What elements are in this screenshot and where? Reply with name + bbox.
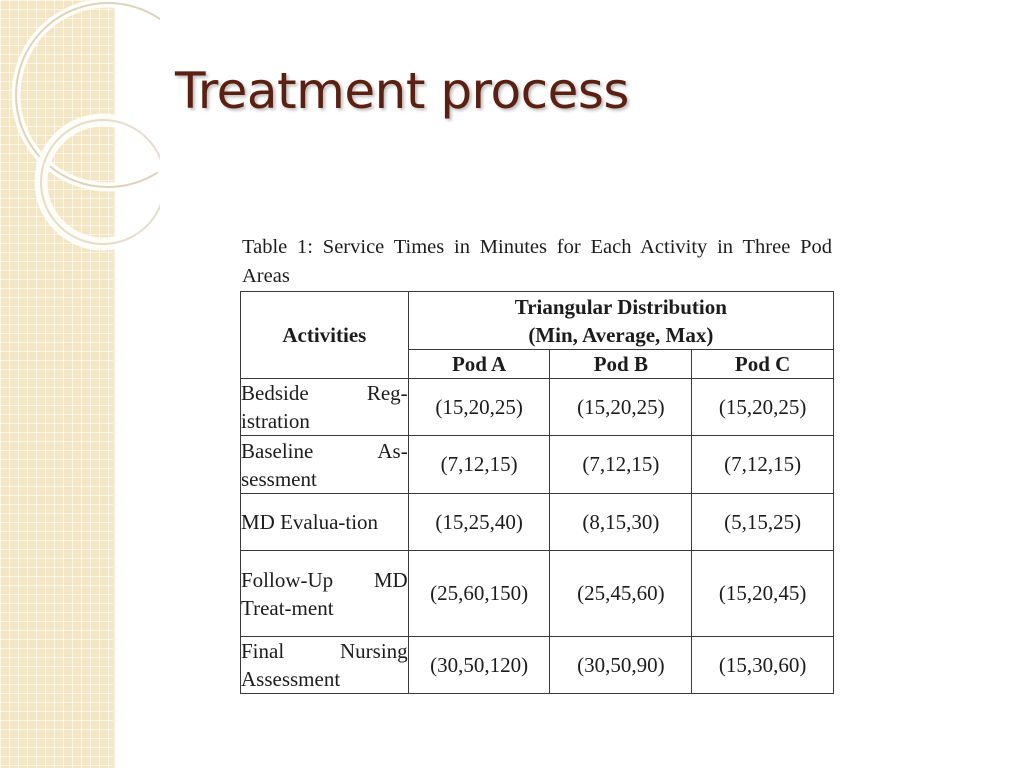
pod-b-cell: (25,45,60): [550, 551, 692, 637]
table-row: [241, 494, 834, 551]
table-caption: Table 1: Service Times in Minutes for Each Activity in Three Pod Areas: [242, 236, 832, 287]
pod-b-cell: (30,50,90): [550, 637, 692, 694]
table-row: [241, 637, 834, 694]
table-row: [241, 551, 834, 637]
pod-c-cell: (7,12,15): [692, 436, 834, 494]
table-row: [241, 379, 834, 436]
pod-a-cell: (25,60,150): [408, 551, 550, 637]
header-pod-b: Pod B: [550, 350, 692, 379]
pod-b-cell: (7,12,15): [550, 436, 692, 494]
header-pod-c: Pod C: [692, 350, 834, 379]
pod-c-cell: (5,15,25): [692, 494, 834, 551]
pod-b-cell: (15,20,25): [550, 379, 692, 436]
activity-cell: Bedside Reg-istration: [241, 379, 409, 436]
table-row: [241, 436, 834, 494]
activity-cell: Follow-Up MD Treat-ment: [241, 551, 409, 637]
service-times-table: [240, 291, 834, 694]
pod-c-cell: (15,20,45): [692, 551, 834, 637]
header-distribution-line1: Triangular Distribution: [514, 294, 727, 319]
pod-a-cell: (30,50,120): [408, 637, 550, 694]
pod-a-cell: (7,12,15): [408, 436, 550, 494]
pod-a-cell: (15,25,40): [408, 494, 550, 551]
pod-c-cell: (15,30,60): [692, 637, 834, 694]
activity-cell: Baseline As-sessment: [241, 436, 409, 494]
decorative-rings: [0, 0, 160, 320]
pod-a-cell: (15,20,25): [408, 379, 550, 436]
slide-title: Treatment process: [175, 62, 629, 120]
header-distribution-line2: (Min, Average, Max): [528, 322, 714, 347]
pod-c-cell: (15,20,25): [692, 379, 834, 436]
header-triangular-distribution: [408, 292, 833, 350]
pod-b-cell: (8,15,30): [550, 494, 692, 551]
header-pod-a: Pod A: [408, 350, 550, 379]
activity-cell: Final Nursing Assessment: [241, 637, 409, 694]
header-activities: Activities: [241, 292, 409, 379]
activity-cell: MD Evalua-tion: [241, 494, 409, 551]
